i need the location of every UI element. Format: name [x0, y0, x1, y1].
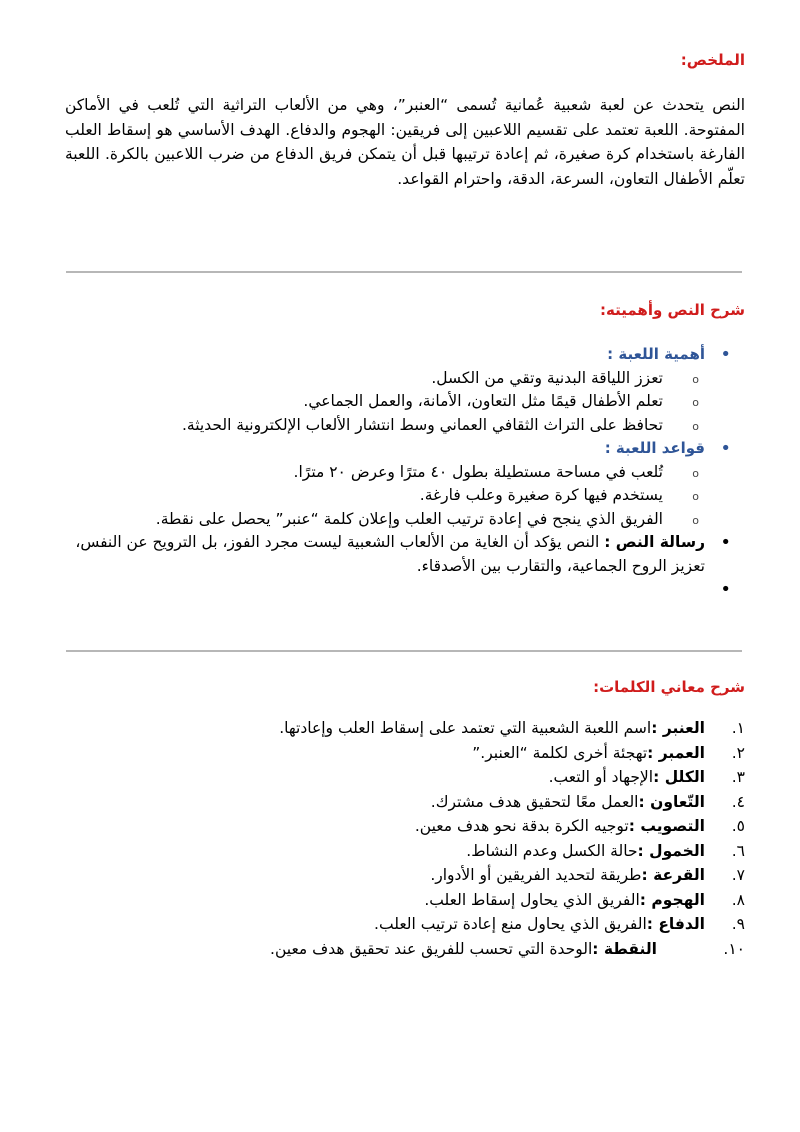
section-divider	[66, 271, 742, 273]
rules-items	[55, 461, 705, 532]
vocabulary-meaning: الإجهاد أو التعب.	[548, 768, 654, 786]
item-number: ٧.	[731, 866, 745, 884]
item-number: ٨.	[731, 890, 745, 909]
vocabulary-word: العمبر :	[647, 743, 705, 762]
vocabulary-list	[55, 716, 745, 961]
vocabulary-meaning: حالة الكسل وعدم النشاط.	[466, 841, 638, 860]
vocabulary-word: الكلل :	[653, 768, 705, 786]
list-item: o يستخدم فيها كرة صغيرة وعلب فارغة.	[55, 484, 705, 508]
list-item: o تعزز اللياقة البدنية وتقي من الكسل.	[55, 367, 705, 391]
message-section	[55, 531, 745, 578]
item-number: ٤.	[731, 792, 745, 811]
list-item: o الفريق الذي ينجح في إعادة ترتيب العلب وإعلان كلمة “عنبر” يحصل على نقطة.	[55, 508, 705, 532]
item-number: ٦.	[731, 841, 745, 860]
section-divider	[66, 650, 742, 652]
vocabulary-item	[55, 814, 745, 839]
importance-items	[55, 367, 705, 438]
importance-title: أهمية اللعبة :	[607, 345, 705, 363]
summary-heading: الملخص:	[680, 51, 745, 69]
vocabulary-word: الهجوم :	[639, 890, 705, 909]
explanation-list	[55, 343, 745, 608]
vocabulary-word: التّعاون :	[638, 792, 705, 811]
list-item: o تُلعب في مساحة مستطيلة بطول ٤٠ مترًا وعرض ٢٠ مترًا.	[55, 461, 705, 485]
vocabulary-word: القرعة :	[641, 866, 705, 884]
vocabulary-meaning: الوحدة التي تحسب للفريق عند تحقيق هدف معين.	[270, 939, 593, 958]
vocabulary-heading: شرح معاني الكلمات:	[593, 678, 745, 696]
importance-section	[55, 343, 745, 437]
empty-list-item	[55, 578, 745, 608]
vocabulary-meaning: العمل معًا لتحقيق هدف مشترك.	[430, 792, 639, 811]
vocabulary-item	[55, 839, 745, 864]
vocabulary-meaning: توجيه الكرة بدقة نحو هدف معين.	[414, 817, 629, 835]
vocabulary-item	[55, 716, 745, 741]
summary-paragraph: النص يتحدث عن لعبة شعبية عُمانية تُسمى “العنبر”، وهي من الألعاب التراثية التي تُلعب في الأماكن المفتوحة. اللعبة تعتمد على تقسيم اللاعبين إلى فريقين: الهجوم والدفاع. الهدف الأساسي هو إسقاط العلب الفارغة باستخدام كرة صغيرة، ثم إعادة ترتيبها قبل أن يتمكن فريق الدفاع من ضرب اللاعبين بالكرة. اللعبة تعلّم الأطفال التعاون، السرعة، الدقة، واحترام القواعد.	[65, 96, 745, 188]
item-number: ٣.	[731, 768, 745, 786]
vocabulary-item	[55, 741, 745, 766]
message-label: رسالة النص :	[604, 533, 705, 551]
vocabulary-meaning: اسم اللعبة الشعبية التي تعتمد على إسقاط العلب وإعادتها.	[279, 719, 652, 737]
list-item: o تعلم الأطفال قيمًا مثل التعاون، الأمانة، والعمل الجماعي.	[55, 390, 705, 414]
vocabulary-word: النقطة :	[592, 939, 657, 958]
vocabulary-word: التصويب :	[628, 817, 705, 835]
vocabulary-meaning: الفريق الذي يحاول منع إعادة ترتيب العلب.	[374, 915, 647, 933]
item-number: ٩.	[731, 915, 745, 933]
rules-section	[55, 437, 745, 531]
vocabulary-item	[55, 912, 745, 937]
list-item: o تحافظ على التراث الثقافي العماني وسط انتشار الألعاب الإلكترونية الحديثة.	[55, 414, 705, 438]
vocabulary-item	[55, 863, 745, 888]
vocabulary-meaning: تهجئة أخرى لكلمة “العنبر.”	[472, 743, 648, 762]
vocabulary-meaning: طريقة لتحديد الفريقين أو الأدوار.	[430, 866, 642, 884]
vocabulary-word: الدفاع :	[646, 915, 705, 933]
vocabulary-meaning: الفريق الذي يحاول إسقاط العلب.	[424, 890, 640, 909]
item-number: ١.	[731, 719, 745, 737]
message-text: النص يؤكد أن الغاية من الألعاب الشعبية ليست مجرد الفوز، بل الترويح عن النفس، تعزيز الروح الجماعية، والتقارب بين الأصدقاء.	[75, 533, 705, 575]
item-number: ٥.	[731, 817, 745, 835]
vocabulary-word: العنبر :	[651, 719, 705, 737]
vocabulary-item	[55, 790, 745, 815]
rules-title: قواعد اللعبة :	[604, 439, 705, 457]
explanation-heading: شرح النص وأهميته:	[600, 301, 745, 319]
vocabulary-item	[55, 888, 745, 913]
vocabulary-item	[55, 765, 745, 790]
item-number: ٢.	[731, 743, 745, 762]
item-number: ١٠.	[723, 939, 745, 958]
vocabulary-word: الخمول :	[637, 841, 705, 860]
vocabulary-item	[55, 937, 745, 962]
